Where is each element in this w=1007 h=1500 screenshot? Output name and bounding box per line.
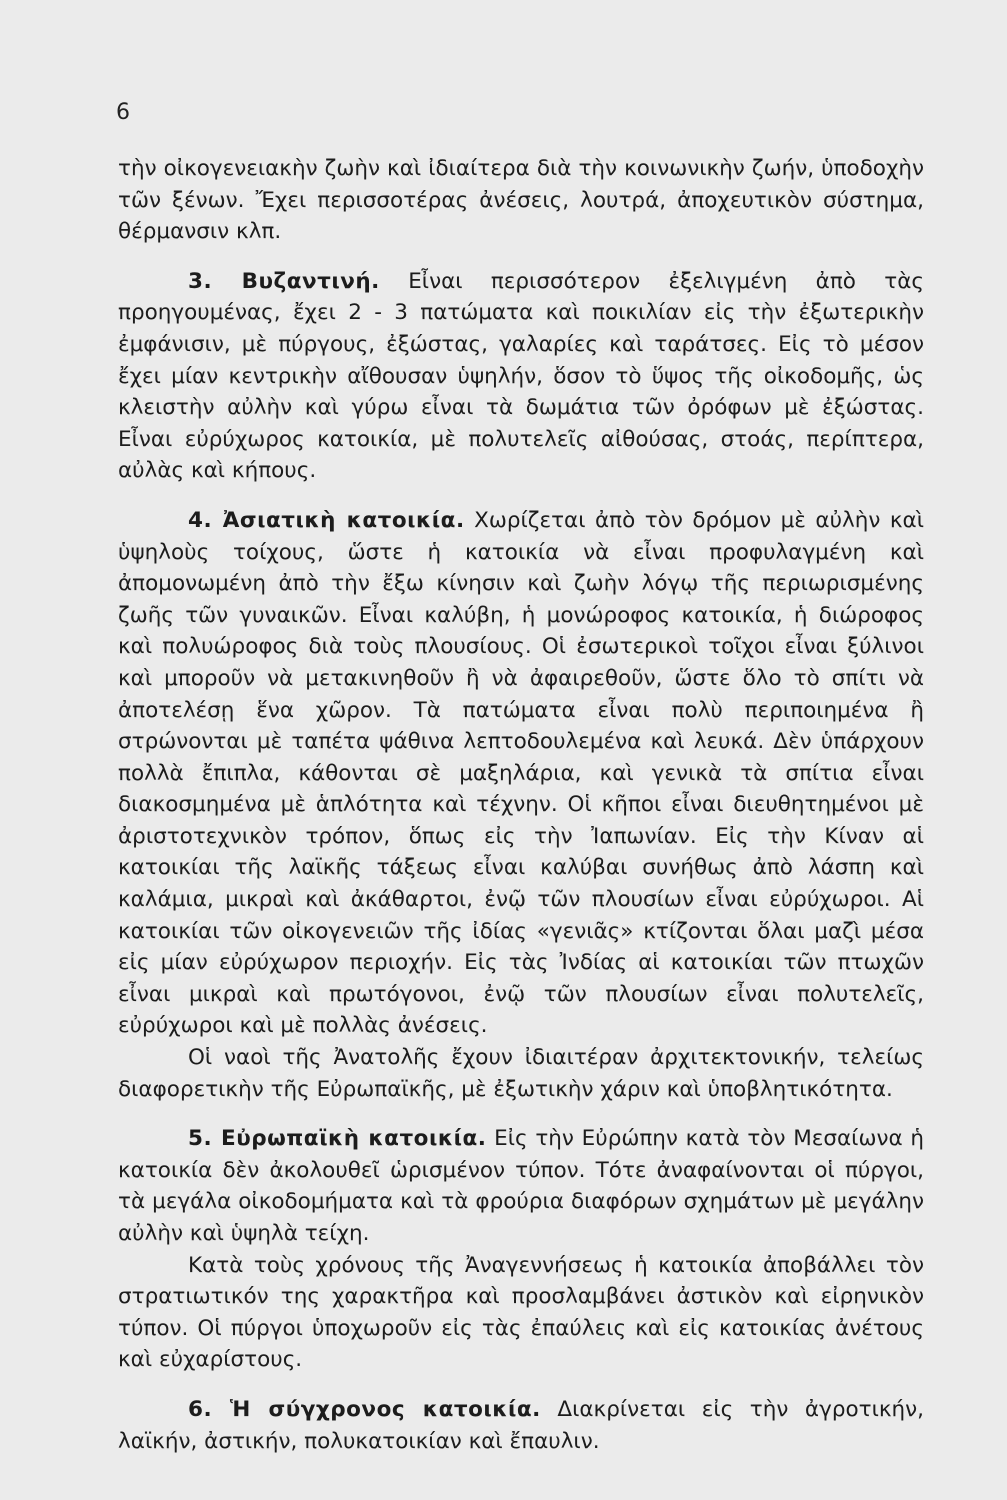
- paragraph-section-6: [118, 1394, 924, 1457]
- section-heading-byzantine: 3. Βυζαντινή.: [188, 268, 380, 294]
- section-heading-modern: 6. Ἡ σύγχρονος κατοικία.: [188, 1396, 541, 1422]
- paragraph-intro-continuation: [118, 153, 924, 248]
- body-text: [118, 153, 924, 1457]
- paragraph-text: τὴν οἰκογενειακὴν ζωὴν καὶ ἰδιαίτερα διὰ τὴν κοινωνικὴν ζωήν, ὑποδοχὴν τῶν ξένων. Ἔχει περισσοτέρας ἀνέσεις, λουτρά, ἀποχευτικὸν σύστημα, θέρμανσιν κλπ.: [118, 156, 924, 245]
- paragraph-eastern-temples: [118, 1042, 924, 1105]
- paragraph-renaissance: [118, 1250, 924, 1376]
- paragraph-text: Οἱ ναοὶ τῆς Ἀνατολῆς ἔχουν ἰδιαιτέραν ἀρχιτεκτονικήν, τελείως διαφορετικὴν τῆς Εὐρωπαϊκῆς, μὲ ἐξωτικὴν χάριν καὶ ὑποβλητικότητα.: [118, 1045, 924, 1102]
- paragraph-section-4: [118, 505, 924, 1042]
- section-heading-european: 5. Εὐρωπαϊκὴ κατοικία.: [188, 1126, 487, 1152]
- page-number: 6: [116, 100, 130, 125]
- paragraph-text: Εἰς τὴν Εὐρώπην κατὰ τὸν Μεσαίωνα ἡ κατοικία δὲν ἀκολουθεῖ ὡρισμένον τύπον. Τότε ἀναφαίνονται οἱ πύργοι, τὰ μεγάλα οἰκοδομήματα καὶ τὰ φρούρια διαφόρων σχημάτων μὲ μεγάλην αὐλὴν καὶ ὑψηλὰ τείχη.: [118, 1126, 924, 1246]
- paragraph-text: Διακρίνεται εἰς τὴν ἀγροτικήν, λαϊκήν, ἀστικήν, πολυκατοικίαν καὶ ἔπαυλιν.: [118, 1396, 924, 1454]
- paragraph-text: Κατὰ τοὺς χρόνους τῆς Ἀναγεννήσεως ἡ κατοικία ἀποβάλλει τὸν στρατιωτικόν της χαρακτῆρα καὶ προσλαμβάνει ἀστικὸν καὶ εἰρηνικὸν τύπον. Οἱ πύργοι ὑποχωροῦν εἰς τὰς ἐπαύλεις καὶ εἰς κατοικίας ἀνέτους καὶ εὐχαρίστους.: [118, 1252, 924, 1373]
- paragraph-text: Χωρίζεται ἀπὸ τὸν δρόμον μὲ αὐλὴν καὶ ὑψηλοὺς τοίχους, ὥστε ἡ κατοικία νὰ εἶναι προφυλαγμένη καὶ ἀπομονωμένη ἀπὸ τὴν ἔξω κίνησιν καὶ ζωὴν λόγῳ τῆς περιωρισμένης ζωῆς τῶν γυναικῶν. Εἶναι καλύβη, ἡ μονώροφος κατοικία, ἡ διώροφος καὶ πολυώροφος διὰ τοὺς πλουσίους. Οἱ ἐσωτερικοὶ τοῖχοι εἶναι ξύλινοι καὶ μποροῦν νὰ μετακινηθοῦν ἢ νὰ ἀφαιρεθοῦν, ὥστε ὅλο τὸ σπίτι νὰ ἀποτελέσῃ ἕνα χῶρον. Τὰ πατώματα εἶναι πολὺ περιποιημένα ἢ στρώνονται μὲ ταπέτα ψάθινα λεπτοδουλεμένα καὶ λευκά. Δὲν ὑπάρχουν πολλὰ ἔπιπλα, κάθονται σὲ μαξηλάρια, καὶ γενικὰ τὰ σπίτια εἶναι διακοσμημένα μὲ ἁπλότητα καὶ τέχνην. Οἱ κῆποι εἶναι διευθητημένοι μὲ ἀριστοτεχνικὸν τρόπον, ὅπως εἰς τὴν Ἰαπωνίαν. Εἰς τὴν Κίναν αἱ κατοικίαι τῆς λαϊκῆς τάξεως εἶναι καλύβαι συνήθως ἀπὸ λάσπη καὶ καλάμια, μικραὶ καὶ ἀκάθαρτοι, ἐνῷ τῶν πλουσίων εἶναι εὐρύχωροι. Αἱ κατοικίαι τῶν οἰκογενειῶν τῆς ἰδίας «γενιᾶς» κτίζονται ὅλαι μαζὶ μέσα εἰς μίαν εὐρύχωρον περιοχήν. Εἰς τὰς Ἰνδίας αἱ κατοικίαι τῶν πτωχῶν εἶναι μικραὶ καὶ πρωτόγονοι, ἐνῷ τῶν πλουσίων εἶναι πολυτελεῖς, εὐρύχωροι καὶ μὲ πολλὰς ἀνέσεις.: [118, 507, 924, 1039]
- paragraph-section-3: [118, 266, 924, 487]
- paragraph-section-5: [118, 1123, 924, 1249]
- section-heading-asian: 4. Ἀσιατικὴ κατοικία.: [188, 507, 465, 533]
- paragraph-text: Εἶναι περισσότερον ἐξελιγμένη ἀπὸ τὰς προηγουμένας, ἔχει 2 - 3 πατώματα καὶ ποικιλίαν εἰς τὴν ἐξωτερικὴν ἐμφάνισιν, μὲ πύργους, ἐξώστας, γαλαρίες καὶ ταράτσες. Εἰς τὸ μέσον ἔχει μίαν κεντρικὴν αἴθουσαν ὑψηλήν, ὅσον τὸ ὕψος τῆς οἰκοδομῆς, ὡς κλειστὴν αὐλὴν καὶ γύρω εἶναι τὰ δωμάτια τῶν ὀρόφων μὲ ἐξώστας. Εἶναι εὐρύχωρος κατοικία, μὲ πολυτελεῖς αἰθούσας, στοάς, περίπτερα, αὐλὰς καὶ κήπους.: [118, 268, 925, 484]
